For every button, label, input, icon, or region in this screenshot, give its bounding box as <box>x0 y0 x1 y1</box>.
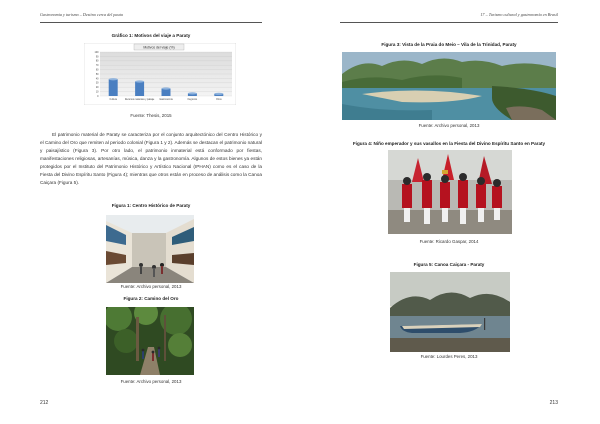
running-header-left: Gastronomia y turismo – Destino cerca del pauta <box>40 12 123 17</box>
body-paragraph: El patrimonio material de Paraty se caracteriza por el conjunto arquitectónico del Centro Histórico y el Camino del Oro que remiten al periodo colonial (Figura 1 y 2). Además se destacan el patrimonio natural y paisajístico (Figura 3). Por otro lado, el patrimonio inmaterial está conformado por fiestas, manifestaciones religiosas, artesanías, música, danza y la gastronomía. Algunos de estos bienes ya están protegidos por el Instituto del Patrimonio Histórico y Artístico Nacional (IPHAN) como es el caso de la Fiesta del Divino Espíritu Santo (Figura 4); mientras que otros están en proceso de análisis como la Canoa Caiçara (Figura 5). <box>40 132 262 186</box>
figure4-caption: Figura 4: Niño emperador y sus vasallos en la Fiesta del Divino Espíritu Santo en Paraty <box>352 141 546 146</box>
chart-y-tick-label: 0 <box>97 94 99 98</box>
chart-bar <box>109 79 118 96</box>
chart-bar <box>135 81 144 96</box>
right-page <box>300 0 600 424</box>
chart-bar-top <box>109 78 118 80</box>
chart-bar-top <box>214 93 223 95</box>
figure5-photo-caicara-canoe <box>390 272 510 352</box>
header-rule-right <box>340 22 558 23</box>
chart-title: Motivos del viaje (%) <box>143 45 175 50</box>
chart-x-tick-label: Negocios <box>187 99 198 101</box>
chart-y-tick-label: 80 <box>95 59 99 63</box>
chart-x-tick-label: Otros <box>215 99 222 101</box>
figure1-source: Fuente: Archivo personal, 2013 <box>120 284 182 289</box>
chart-y-tick-label: 10 <box>95 90 99 94</box>
page-number-left: 212 <box>40 400 49 406</box>
chart-x-tick-label: Cultura <box>109 99 117 101</box>
chart-y-tick-label: 70 <box>95 64 99 68</box>
chart-y-tick-label: 90 <box>95 55 99 59</box>
chart-y-tick-label: 20 <box>95 86 99 90</box>
figure5-caption: Figura 5: Canoa Caiçara - Paraty <box>413 262 485 267</box>
chart-bar-top <box>188 92 197 94</box>
graph-source: Fuente: Thesis, 2015 <box>130 113 172 118</box>
chart-x-tick-label: Recursos naturales y paisaje <box>124 99 155 101</box>
figure2-caption: Figura 2: Camino del Oro <box>123 296 179 301</box>
chart-y-tick-label: 50 <box>95 72 99 76</box>
figure2-photo-gold-road <box>106 307 194 375</box>
figure1-caption: Figura 1: Centro Histórico de Paraty <box>111 203 191 208</box>
page-number-right: 213 <box>549 400 558 406</box>
chart-y-tick-label: 30 <box>95 81 99 85</box>
chart-x-tick-label: Gastronomía <box>159 99 173 101</box>
header-rule-left <box>40 22 262 23</box>
chart-y-tick-label: 60 <box>95 68 99 72</box>
figure3-photo-beach-view <box>342 52 556 120</box>
chart-y-tick-label: 100 <box>94 50 99 54</box>
chart-svg <box>84 43 236 105</box>
motives-chart <box>84 43 236 105</box>
figure3-source: Fuente: Archivo personal, 2013 <box>418 123 480 128</box>
chart-bar-top <box>162 87 171 89</box>
chart-y-tick-label: 40 <box>95 77 99 81</box>
chart-bar-top <box>135 80 144 82</box>
figure4-photo-divine-festival <box>388 150 512 234</box>
chart-y-ticks <box>95 51 100 98</box>
chart-bar <box>162 89 171 96</box>
figure2-source: Fuente: Archivo personal, 2013 <box>120 379 182 384</box>
figure4-source: Fuente: Ricardo Gaspar, 2014 <box>419 239 479 244</box>
figure3-caption: Figura 3: Vista de la Praia do Meio – Vila de la Trinidad, Paraty <box>381 42 517 47</box>
figure1-photo-historic-center <box>106 215 194 283</box>
graph-caption: Gráfico 1: Motivos del viaje a Paraty <box>111 33 191 38</box>
running-header-right: 17 – Turismo cultural y gastronomía en Brasil <box>480 12 558 17</box>
figure5-source: Fuente: Lourdes Peres, 2013 <box>420 354 478 359</box>
